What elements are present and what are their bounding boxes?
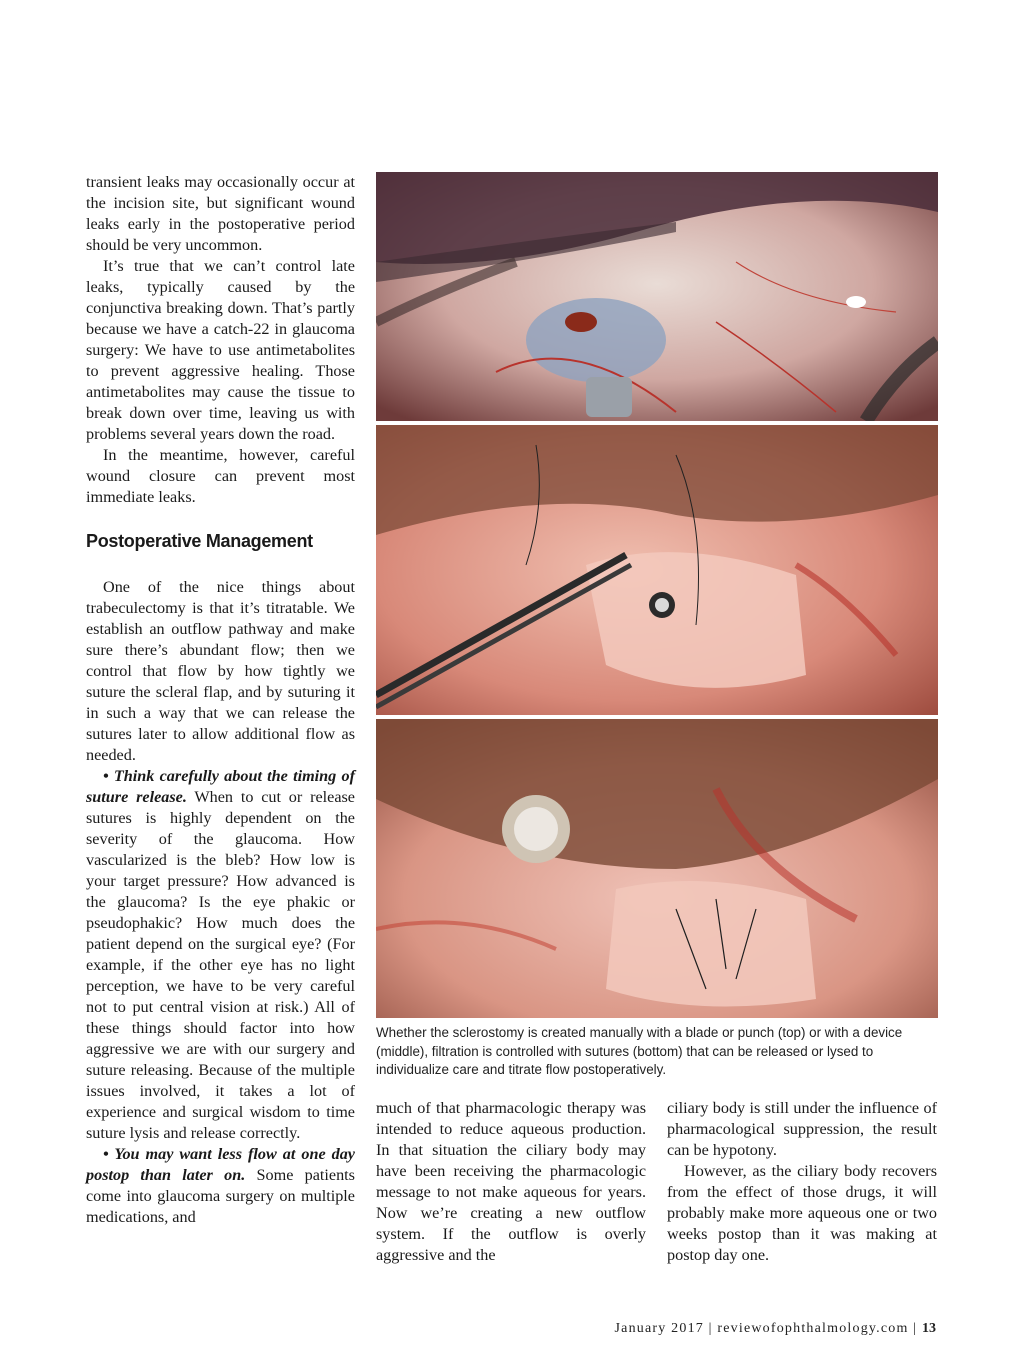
bullet-lead: • You may want less flow at one day postop than later on. xyxy=(86,1145,355,1184)
bullet-text: When to cut or release sutures is highly dependent on the severity of the glaucoma. How vascularized is the bleb? How low is your target pressure? How advanced is the glaucoma? Is the eye phakic or pseudophakic? How much does the patient depend on the surgical eye? (For example, if the other eye has no light perception, we have to be very careful not to put central vision at risk.) All of these things should factor into how aggressive we are with our surgery and suture releasing. Because of the multiple issues involved, it takes a lot of experience and surgical wisdom to time suture lysis and release correctly. xyxy=(86,788,355,1142)
surgical-photo-middle xyxy=(376,425,938,715)
surgical-photo-top xyxy=(376,172,938,421)
bullet-text: Some patients come into glaucoma surgery on multiple medications, and xyxy=(86,1166,355,1226)
paragraph: However, as the ciliary body recovers from the effect of those drugs, it will probably make more aqueous one or two weeks postop than it was making at postop day one. xyxy=(667,1162,937,1264)
right-text-column xyxy=(667,1098,937,1266)
figure-caption: Whether the sclerostomy is created manually with a blade or punch (top) or with a device (middle), filtration is controlled with sutures (bottom) that can be released or lysed to individualize care and titrate flow postoperatively. xyxy=(376,1025,903,1077)
surgical-photo-bottom xyxy=(376,719,938,1018)
paragraph: In the meantime, however, careful wound closure can prevent most immediate leaks. xyxy=(86,446,355,506)
section-heading: Postoperative Management xyxy=(86,531,313,551)
bullet-paragraph xyxy=(86,766,355,1144)
paragraph: One of the nice things about trabeculectomy is that it’s titratable. We establish an outflow pathway and make sure there’s abundant flow; then we control that flow by how tightly we suture the scleral flap, and by suturing it in such a way that we can release the sutures later to allow additional flow as needed. xyxy=(86,578,355,764)
paragraph: It’s true that we can’t control late leaks, typically caused by the conjunctiva breaking down. That’s partly because we have a catch-22 in glaucoma surgery: We have to use antimetabolites to prevent aggressive healing. Those antimetabolites may cause the tissue to break down over time, leaving us with problems several years down the road. xyxy=(86,257,355,443)
bullet-lead: • Think carefully about the timing of suture release. xyxy=(86,767,355,806)
paragraph: transient leaks may occasionally occur at the incision site, but significant wound leaks early in the postoperative period should be very uncommon. xyxy=(86,173,355,254)
middle-text-column xyxy=(376,1098,646,1266)
page-footer xyxy=(615,1321,936,1337)
left-text-column xyxy=(86,172,355,1228)
paragraph: ciliary body is still under the influence of pharmacological suppression, the result can be hypotony. xyxy=(667,1099,937,1159)
bullet-paragraph xyxy=(86,1144,355,1228)
page-number: 13 xyxy=(922,1321,936,1336)
footer-issue: January 2017 | reviewofophthalmology.com | xyxy=(614,1321,922,1336)
paragraph: much of that pharmacologic therapy was intended to reduce aqueous production. In that situation the ciliary body may have been receiving the pharmacologic message to not make aqueous for years. Now we’re creating a new outflow system. If the outflow is overly aggressive and the xyxy=(376,1099,646,1264)
